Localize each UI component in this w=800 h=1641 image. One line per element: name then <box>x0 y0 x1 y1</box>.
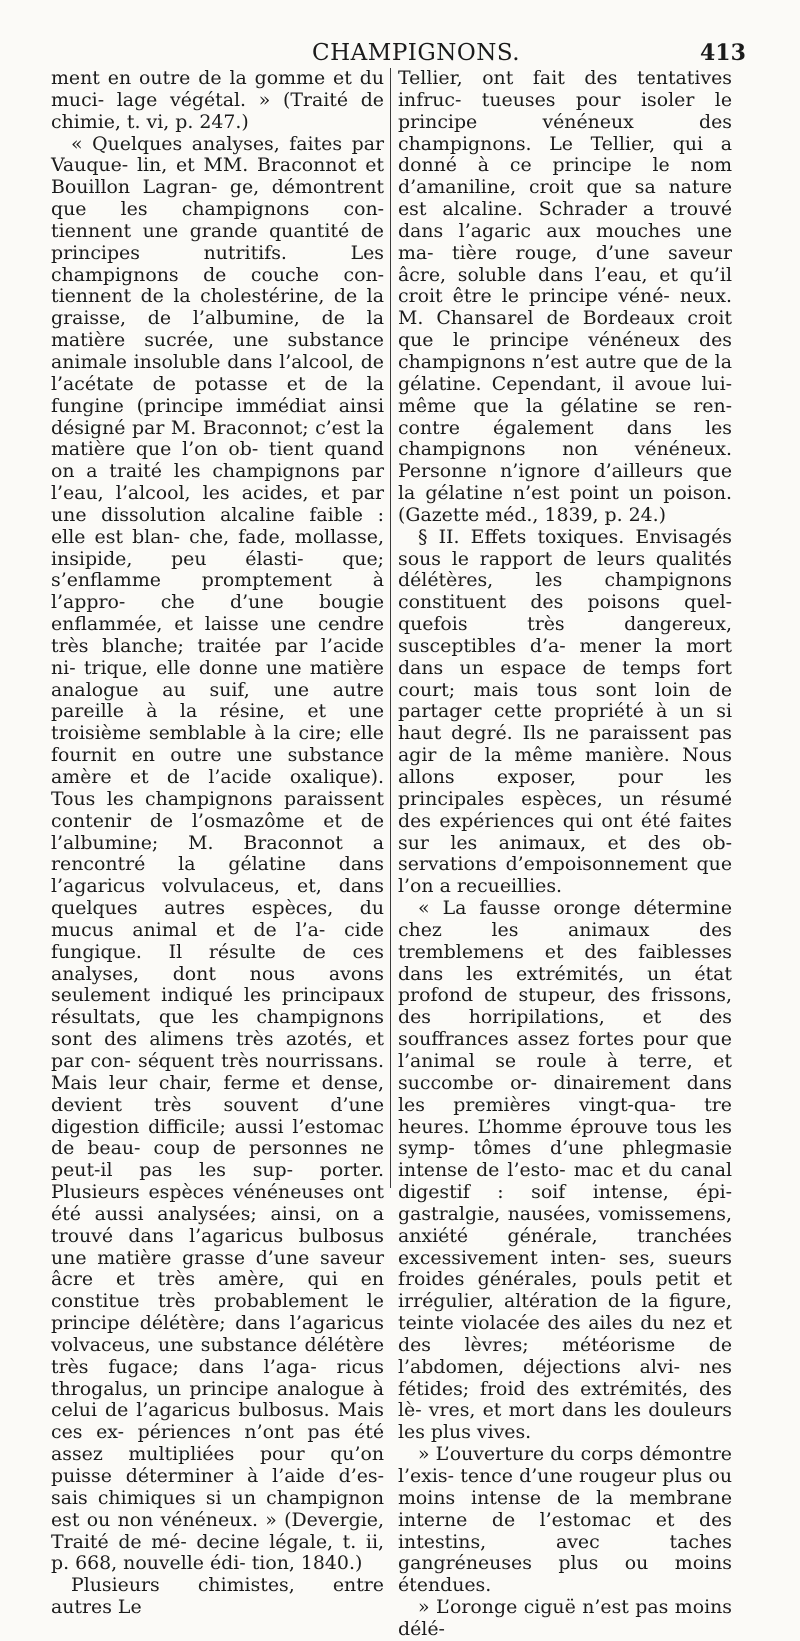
paragraph-effets-toxiques: § II. Effets toxiques. Envisagés sous le rapport de leurs qualités délétères, les champignons constituent des poisons quel- quefois très dangereux, susceptibles d’a- mener la mort dans un espace de temps fort court; mais tous sont loin de partager cette propriété à un si haut degré. Ils ne paraissent pas agir de la même manière. Nous allons exposer, pour les principales espèces, un résumé des expériences qui ont été faites sur les animaux, et des ob- servations d’empoisonnement que l’on a recueillies. <box>398 525 732 898</box>
running-head <box>0 38 800 68</box>
paragraph-tellier: Tellier, ont fait des tentatives infruc- tueuses pour isoler le principe vénéneux des champignons. Le Tellier, qui a donné à ce principe le nom d’amaniline, croit que sa nature est alcaline. Schrader a trouvé dans l’agaric aux mouches une ma- tière rouge, d’une saveur âcre, soluble dans l’eau, et qu’il croit être le principe véné- neux. M. Chansarel de Bordeaux croit que le principe vénéneux des champignons n’est autre que de la gélatine. Cependant, il avoue lui-même que la gélatine se ren- contre également dans les champignons non vénéneux. Personne n’ignore d’ailleurs que la gélatine n’est point un poison. (Gazette méd., 1839, p. 24.) <box>398 67 732 526</box>
paragraph-fausse-oronge: « La fausse oronge détermine chez les animaux des tremblemens et des faiblesses dans les extrémités, un état profond de stupeur, des frissons, des horripilations, et des souffrances assez fortes pour que l’animal se roule à terre, et succombe or- dinairement dans les premières vingt-qua- tre heures. L’homme éprouve tous les symp- tômes d’une phlegmasie intense de l’esto- mac et du canal digestif : soif intense, épi- gastralgie, nausées, vomissemens, anxiété générale, tranchées excessivement inten- ses, sueurs froides générales, pouls petit et irrégulier, altération de la figure, teinte violacée des ailes du nez et des lèvres; météorisme de l’abdomen, déjections alvi- nes fétides; froid des extrémités, des lè- vres, et mort dans les douleurs les plus vives. <box>398 897 732 1444</box>
paragraph-analyses-quote: « Quelques analyses, faites par Vauque- lin, et MM. Braconnot et Bouillon Lagran- ge, démontrent que les champignons con- tiennent une grande quantité de principes nutritifs. Les champignons de couche con- tiennent de la cholestérine, de la graisse, de l’albumine, de la matière sucrée, une substance animale insoluble dans l’alcool, de l’acétate de potasse et de la fungine (principe immédiat ainsi désigné par M. Braconnot; c’est la matière que l’on ob- tient quand on a traité les champignons par l’eau, l’alcool, les acides, et par une dissolution alcaline faible : elle est blan- che, fade, mollasse, insipide, peu élasti- que; s’enflamme promptement à l’appro- che d’une bougie enflammée, et laisse une cendre très blanche; traitée par l’acide ni- trique, elle donne une matière analogue au suif, une autre pareille à la résine, et une troisième semblable à la cire; elle fournit en outre une substance amère et de l’acide oxalique). Tous les champignons paraissent contenir de l’osmazôme et de l’albumine; M. Braconnot a rencontré la gélatine dans l’agaricus volvulaceus, et, dans quelques autres espèces, du mucus animal et de l’a- cide fungique. Il résulte de ces analyses, dont nous avons seulement indiqué les principaux résultats, que les champignons sont des alimens très azotés, et par con- séquent très nourrissans. Mais leur chair, ferme et dense, devient très souvent d’une digestion difficile; aussi l’estomac de beau- coup de personnes ne peut-il pas les sup- porter. Plusieurs espèces vénéneuses ont été aussi analysées; ainsi, on a trouvé dans l’agaricus bulbosus une matière grasse d’une saveur âcre et très amère, qui en constitue très probablement le principe délétère; dans l’agaricus volvaceus, une substance délétère très fugace; dans l’aga- ricus throgalus, un principe analogue à celui de l’agaricus bulbosus. Mais ces ex- périences n’ont pas été assez multipliées pour qu’on puisse déterminer à l’aide d’es- sais chimiques si un champignon est ou non vénéneux. » (Devergie, Traité de mé- decine légale, t. ii, p. 668, nouvelle édi- tion, 1840.) <box>51 132 384 1575</box>
paragraph-oronge-cigue: » L’oronge ciguë n’est pas moins délé- <box>398 1596 732 1640</box>
paragraph-chimistes: Plusieurs chimistes, entre autres Le <box>51 1574 384 1619</box>
left-column <box>51 68 384 1619</box>
running-title: CHAMPIGNONS. <box>312 40 521 66</box>
right-column <box>398 68 732 1641</box>
page-number: 413 <box>700 40 746 66</box>
paragraph-continuation: ment en outre de la gomme et du muci- lage végétal. » (Traité de chimie, t. vi, p. 247.) <box>51 67 384 133</box>
column-divider <box>390 68 391 1188</box>
paragraph-ouverture-corps: » L’ouverture du corps démontre l’exis- tence d’une rougeur plus ou moins intense de la membrane interne de l’estomac et des intestins, avec taches gangréneuses plus ou moins étendues. <box>398 1443 732 1597</box>
